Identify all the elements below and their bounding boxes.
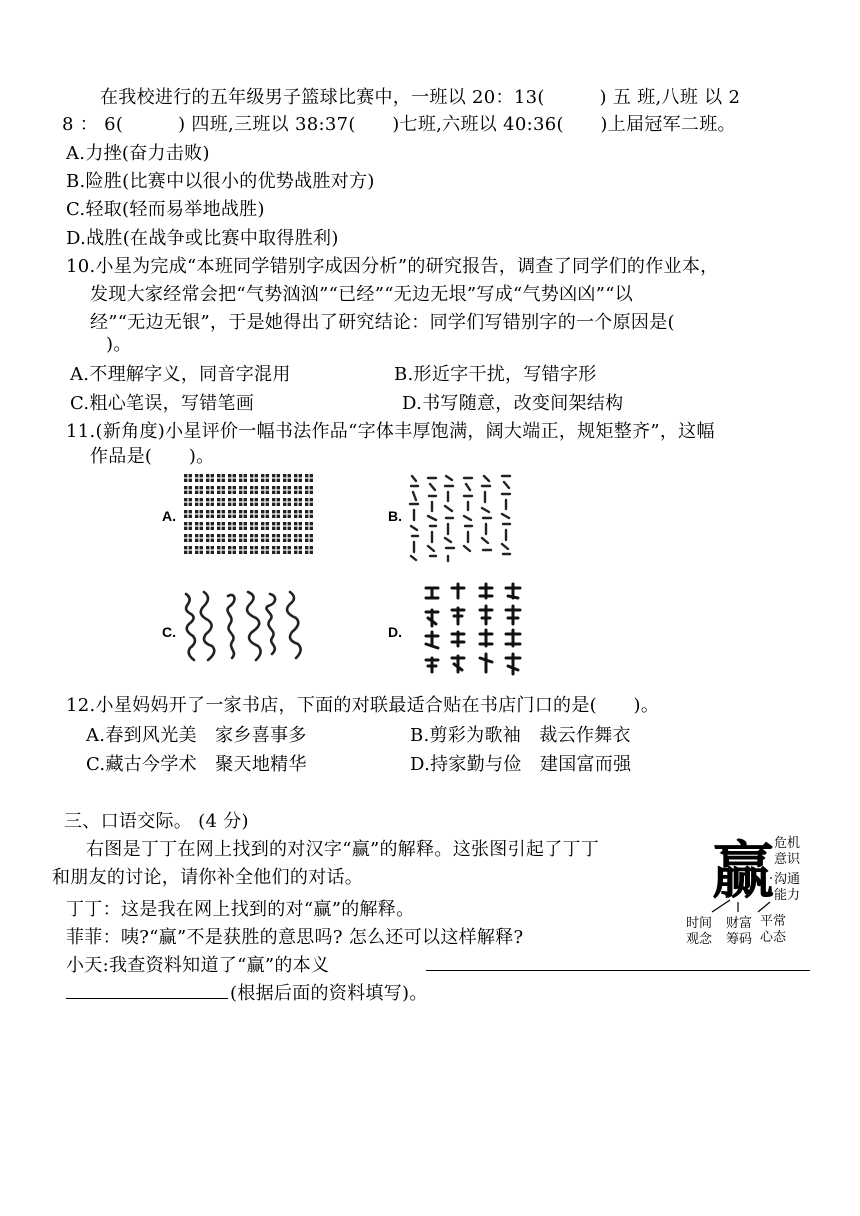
q11-stem-line2: 作品是( )。 [90, 446, 215, 467]
calligraphy-sample-c-image [180, 588, 310, 678]
q10-option-a: A.不理解字义，同音字混用 [70, 364, 291, 385]
ying-label-guannian: 观念 [686, 932, 713, 947]
q9-option-b: B.险胜(比赛中以很小的优势战胜对方) [66, 171, 375, 192]
q10-stem-line1: 10.小星为完成“本班同学错别字成因分析”的研究报告，调查了同学们的作业本， [66, 256, 719, 277]
q11-label-d: D. [388, 624, 402, 640]
q9-option-a: A.力挫(奋力击败) [66, 143, 210, 164]
ying-label-weiji: 危机 [774, 836, 801, 851]
q9-stem-line2: 8 ： 6( ) 四班,三班以 38:37( )七班,六班以 40:36( )上届冠军二班。 [62, 114, 736, 135]
dialog-feifei: 菲菲：咦?“赢”不是获胜的意思吗? 怎么还可以这样解释? [66, 927, 524, 948]
ying-label-pingchang: 平常 [760, 914, 787, 929]
ying-label-yishi: 意识 [774, 852, 801, 867]
q11-stem-line1: 11.(新角度)小星评价一幅书法作品“字体丰厚饱满，阔大端正，规矩整齐”，这幅 [66, 421, 715, 442]
section3-paragraph-line1: 右图是丁丁在网上找到的对汉字“赢”的解释。这张图引起了丁丁 [86, 839, 600, 860]
ying-label-xintai: 心态 [760, 930, 787, 945]
calligraphy-sample-b-image [408, 472, 520, 564]
calligraphy-sample-a-image [184, 474, 318, 560]
q10-option-c: C.粗心笔误，写错笔画 [70, 393, 255, 414]
q9-option-c: C.轻取(轻而易举地战胜) [66, 199, 265, 220]
section3-heading: 三、口语交际。 (4 分) [64, 811, 249, 832]
q10-option-d: D.书写随意，改变间架结构 [402, 393, 624, 414]
q10-stem-line2: 发现大家经常会把“气势汹汹”“已经”“无边无垠”写成“气势凶凶”“以 [90, 284, 634, 305]
q10-option-b: B.形近字干扰，写错字形 [394, 364, 597, 385]
q12-option-c: C.藏古今学术 聚天地精华 [86, 754, 307, 775]
q9-option-d: D.战胜(在战争或比赛中取得胜利) [66, 228, 339, 249]
calligraphy-sample-d-image [424, 582, 524, 686]
q11-label-a: A. [162, 508, 176, 524]
q12-stem: 12.小星妈妈开了一家书店，下面的对联最适合贴在书店门口的是( )。 [66, 695, 660, 716]
q10-stem-line4: )。 [106, 334, 132, 355]
ying-explanation-graphic [672, 830, 822, 950]
ying-label-goutong: 沟通 [774, 872, 801, 887]
q9-stem-line1: 在我校进行的五年级男子篮球比赛中，一班以 20：13( ) 五 班,八班 以 2 [100, 87, 741, 108]
dialog-xiaotian: 小天:我查资料知道了“赢”的本义 [66, 955, 330, 976]
ying-character: 赢 [712, 834, 775, 907]
dialog-xiaotian-suffix: (根据后面的资料填写)。 [230, 983, 428, 1004]
q10-stem-line3: 经”“无边无银”，于是她得出了研究结论：同学们写错别字的一个原因是( [90, 312, 675, 333]
ying-label-nengli: 能力 [774, 888, 801, 903]
ying-label-chouma: 筹码 [726, 932, 753, 947]
answer-blank-line1[interactable] [426, 950, 810, 971]
dialog-dingding: 丁丁：这是我在网上找到的对“赢”的解释。 [66, 899, 415, 920]
q12-option-b: B.剪彩为歌袖 裁云作舞衣 [410, 725, 631, 746]
answer-blank-line2[interactable] [66, 978, 228, 999]
q12-option-a: A.春到风光美 家乡喜事多 [86, 725, 307, 746]
ying-label-caifu: 财富 [726, 916, 753, 931]
ying-label-shijian: 时间 [686, 916, 713, 931]
q11-label-c: C. [162, 624, 176, 640]
q12-option-d: D.持家勤与俭 建国富而强 [410, 754, 632, 775]
section3-paragraph-line2: 和朋友的讨论，请你补全他们的对话。 [52, 867, 364, 888]
q11-label-b: B. [388, 508, 402, 524]
